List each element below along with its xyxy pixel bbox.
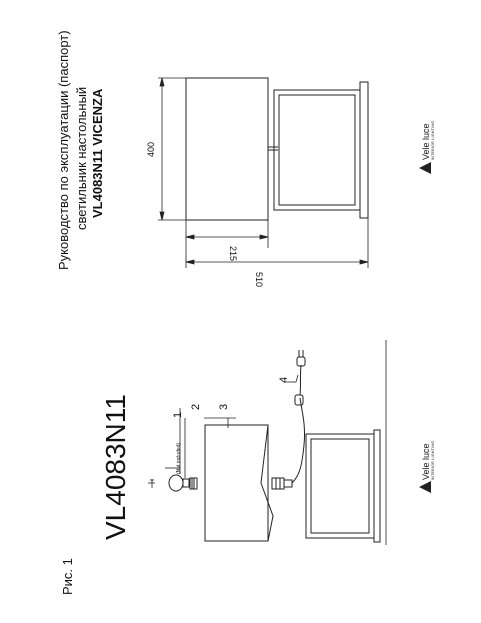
depth-dimension-line	[186, 220, 268, 248]
callout-2: 2	[190, 403, 202, 410]
power-cord	[292, 350, 305, 483]
brand-tagline-bottom: INTERIOR LIGHTING	[431, 440, 435, 480]
lamp-holder	[190, 478, 197, 489]
lampshade-outline	[186, 78, 268, 220]
brand-tagline-top: INTERIOR LIGHTING	[431, 120, 435, 160]
dimension-width: 510	[254, 272, 264, 288]
callout-1: 1	[172, 411, 184, 418]
callout-4: 4	[278, 376, 290, 383]
manual-title-model: VL4083N11 VICENZA	[90, 88, 105, 218]
dimension-depth: 215	[228, 246, 238, 262]
light-bulb	[169, 475, 189, 491]
brand-name-bottom: Vele luce	[421, 443, 431, 480]
callout-leaders	[165, 375, 298, 478]
width-dimension-line	[186, 218, 368, 268]
bulb-not-included-note: (Not included)	[176, 442, 182, 474]
manual-title-line2: светильник настольный	[74, 86, 89, 230]
frame-base-exploded	[306, 430, 380, 542]
figure-model-number: VL4083N11	[100, 394, 131, 540]
socket-assembly	[272, 478, 292, 489]
bulb-screw-mark	[148, 479, 155, 488]
manual-title-line1: Руководство по эксплуатации (паспорт)	[56, 30, 71, 270]
dimension-height: 400	[146, 141, 156, 157]
figure-label: Рис. 1	[60, 558, 75, 595]
lampshade-exploded	[205, 425, 273, 541]
brand-name-top: Vele luce	[421, 123, 431, 160]
frame-base-outline	[274, 82, 368, 218]
lamp-stem	[268, 147, 278, 150]
callout-3: 3	[218, 403, 230, 410]
height-dimension-line	[158, 78, 186, 220]
